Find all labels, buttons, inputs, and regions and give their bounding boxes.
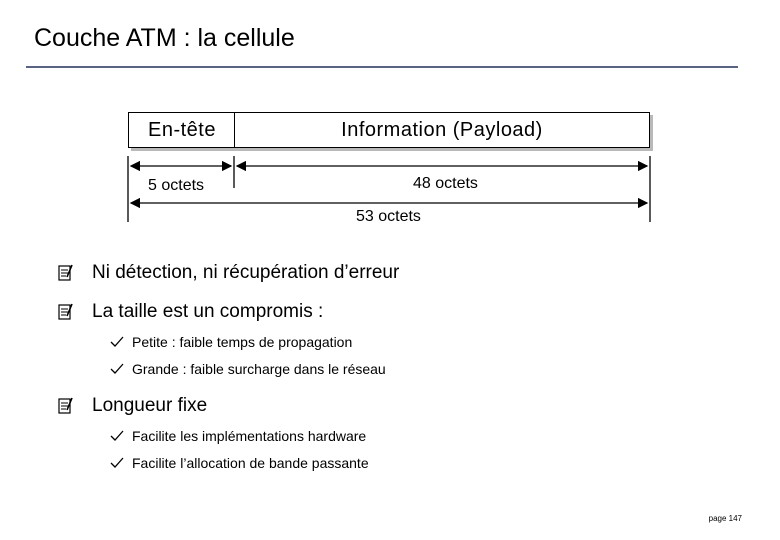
bullet-item bbox=[58, 301, 323, 323]
header-field-label: En-tête bbox=[148, 118, 216, 141]
bullet-item bbox=[58, 395, 207, 417]
dimension-arrows bbox=[0, 0, 780, 240]
slide-title: Couche ATM : la cellule bbox=[34, 24, 295, 52]
check-mark-icon bbox=[110, 336, 124, 348]
total-size-label: 53 octets bbox=[356, 208, 421, 225]
notepad-pencil-icon bbox=[58, 303, 74, 321]
sub-bullet-text: Facilite l’allocation de bande passante bbox=[132, 455, 369, 471]
bullet-item bbox=[58, 262, 399, 284]
sub-bullet-text: Grande : faible surcharge dans le réseau bbox=[132, 361, 386, 377]
sub-bullet-text: Petite : faible temps de propagation bbox=[132, 334, 353, 350]
notepad-pencil-icon bbox=[58, 264, 74, 282]
sub-bullet-item bbox=[110, 334, 352, 350]
check-mark-icon bbox=[110, 457, 124, 469]
page-number: page 147 bbox=[708, 514, 742, 523]
sub-bullet-text: Facilite les implémentations hardware bbox=[132, 428, 367, 444]
atm-cell-diagram bbox=[0, 0, 780, 240]
payload-size-label: 48 octets bbox=[413, 175, 478, 192]
bullet-text: La taille est un compromis : bbox=[92, 301, 324, 322]
bullet-text: Longueur fixe bbox=[92, 395, 208, 416]
sub-bullet-item bbox=[110, 428, 366, 444]
notepad-pencil-icon bbox=[58, 397, 74, 415]
check-mark-icon bbox=[110, 430, 124, 442]
bullet-text: Ni détection, ni récupération d’erreur bbox=[92, 262, 400, 283]
header-size-label: 5 octets bbox=[148, 177, 205, 194]
sub-bullet-item bbox=[110, 361, 386, 377]
sub-bullet-item bbox=[110, 455, 369, 471]
payload-field-label: Information (Payload) bbox=[341, 118, 543, 141]
check-mark-icon bbox=[110, 363, 124, 375]
